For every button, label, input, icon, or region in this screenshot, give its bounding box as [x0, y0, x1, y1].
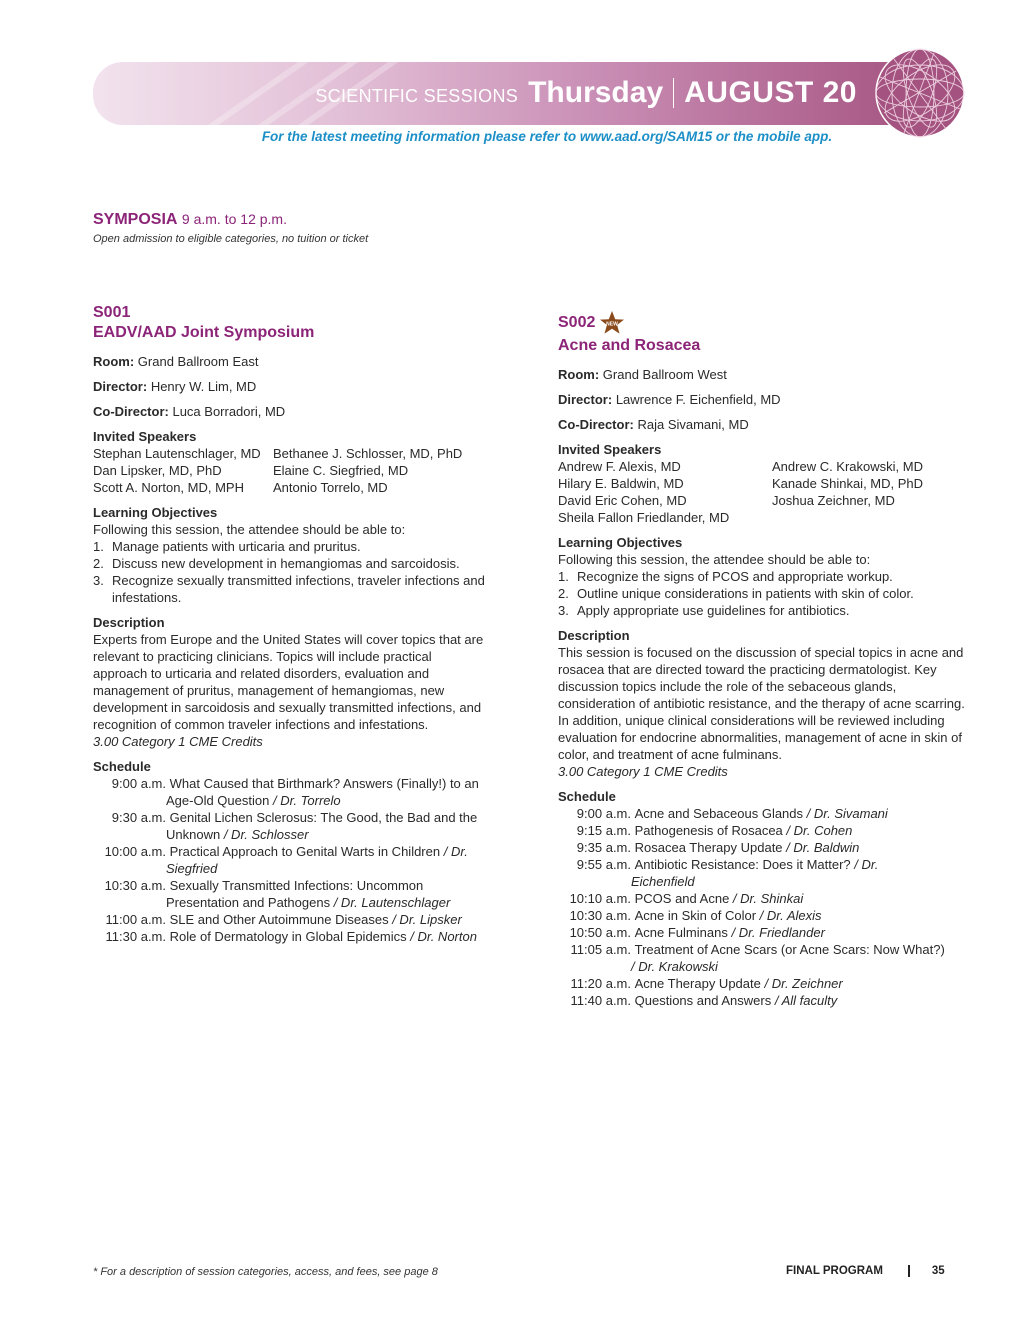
symposia-label: SYMPOSIA [93, 211, 178, 228]
director-label: Director: [558, 392, 613, 407]
objective-item: 2. Discuss new development in hemangiomas and sarcoidosis. [93, 556, 460, 571]
director-value: Lawrence F. Eichenfield, MD [615, 392, 781, 407]
schedule-heading: Schedule [558, 789, 616, 804]
room-field [93, 353, 513, 370]
director-field [558, 391, 978, 408]
director-value: Henry W. Lim, MD [150, 379, 257, 394]
speaker-name: Andrew C. Krakowski, MD [772, 459, 923, 474]
session-id: S001 [93, 304, 131, 321]
room-field [558, 366, 978, 383]
objectives-list [558, 568, 978, 619]
schedule-row: 10:10 a.m. PCOS and Acne / Dr. Shinkai [569, 891, 804, 906]
codirector-label: Co-Director: [93, 404, 169, 419]
speaker-name: David Eric Cohen, MD [558, 493, 687, 508]
wireframe-globe-icon [874, 47, 966, 139]
schedule-row: 10:30 a.m. Acne in Skin of Color / Dr. Alexis [569, 908, 822, 923]
date-label: AUGUST 20 [684, 76, 857, 109]
schedule-row: 9:00 a.m. What Caused that Birthmark? Answers (Finally!) to an Age-Old Question / Dr. Torrelo [111, 776, 479, 808]
codirector-field [93, 403, 513, 420]
codirector-field [558, 416, 978, 433]
room-label: Room: [93, 354, 135, 369]
schedule-row: 10:30 a.m. Sexually Transmitted Infections: Uncommon Presentation and Pathogens / Dr. Lautenschlager [104, 878, 451, 910]
codirector-value: Raja Sivamani, MD [637, 417, 749, 432]
sessions-label: SCIENTIFIC SESSIONS [315, 86, 519, 106]
day-label: Thursday [528, 76, 664, 109]
session-id: S002 [558, 314, 596, 331]
schedule-row: 10:50 a.m. Acne Fulminans / Dr. Friedlander [569, 925, 825, 940]
session-id-row [558, 310, 978, 336]
codirector-value: Luca Borradori, MD [172, 404, 286, 419]
new-star-badge-icon [599, 310, 625, 336]
schedule-row: 11:05 a.m. Treatment of Acne Scars (or Acne Scars: Now What?) / Dr. Krakowski [570, 942, 945, 974]
objectives-heading: Learning Objectives [93, 505, 218, 520]
schedule-heading: Schedule [93, 759, 151, 774]
speaker-name: Andrew F. Alexis, MD [558, 459, 681, 474]
session-title: Acne and Rosacea [558, 337, 701, 354]
speaker-name: Scott A. Norton, MD, MPH [93, 480, 244, 495]
schedule-row: 9:55 a.m. Antibiotic Resistance: Does it Matter? / Dr. Eichenfield [576, 857, 879, 889]
speakers-heading: Invited Speakers [558, 442, 662, 457]
director-label: Director: [93, 379, 148, 394]
objective-item: 2. Outline unique considerations in patients with skin of color. [558, 586, 914, 601]
speaker-name: Bethanee J. Schlosser, MD, PhD [273, 446, 463, 461]
badge-label: NEW [606, 321, 619, 328]
speakers-list [93, 445, 513, 496]
speaker-name: Joshua Zeichner, MD [772, 493, 895, 508]
speaker-name [772, 509, 972, 526]
footer-note: * For a description of session categories, access, and fees, see page 8 [93, 1266, 438, 1278]
room-label: Room: [558, 367, 600, 382]
schedule-row: 9:15 a.m. Pathogenesis of Rosacea / Dr. Cohen [576, 823, 853, 838]
page-number: 35 [931, 1265, 945, 1277]
room-value: Grand Ballroom West [602, 367, 727, 382]
speaker-name: Elaine C. Siegfried, MD [273, 463, 409, 478]
symposia-time: 9 a.m. to 12 p.m. [181, 211, 287, 227]
cme-credits: 3.00 Category 1 CME Credits [558, 764, 728, 779]
symposia-subtitle: Open admission to eligible categories, no tuition or ticket [93, 233, 369, 245]
session-s002 [558, 310, 978, 1017]
objectives-intro: Following this session, the attendee should be able to: [558, 552, 871, 567]
objectives-list [93, 538, 513, 606]
schedule-row: 9:35 a.m. Rosacea Therapy Update / Dr. Baldwin [576, 840, 860, 855]
schedule-row: 11:30 a.m. Role of Dermatology in Global Epidemics / Dr. Norton [105, 929, 477, 944]
director-field [93, 378, 513, 395]
objectives-intro: Following this session, the attendee should be able to: [93, 522, 406, 537]
title-divider [673, 78, 674, 108]
speaker-name: Antonio Torrelo, MD [273, 480, 388, 495]
cme-credits: 3.00 Category 1 CME Credits [93, 734, 263, 749]
description-text: Experts from Europe and the United States will cover topics that are relevant to practicing clinicians. Topics will include practical approach to urticaria and related disorders, evaluation and management of pruritus, management of hemangiomas, new development in sarcoidosis and sexually transmitted infections, and recognition of common traveler infections and infestations. [93, 632, 484, 732]
symposia-heading [93, 211, 287, 229]
schedule-row: 10:00 a.m. Practical Approach to Genital Warts in Children / Dr. Siegfried [104, 844, 468, 876]
banner-streak [179, 62, 314, 125]
speakers-list [558, 458, 978, 526]
schedule-list [93, 775, 513, 945]
objective-item: 1. Recognize the signs of PCOS and appropriate workup. [558, 569, 893, 584]
session-title: EADV/AAD Joint Symposium [93, 324, 315, 341]
objectives-heading: Learning Objectives [558, 535, 683, 550]
speaker-name: Sheila Fallon Friedlander, MD [558, 510, 730, 525]
schedule-row: 11:00 a.m. SLE and Other Autoimmune Diseases / Dr. Lipsker [105, 912, 462, 927]
codirector-label: Co-Director: [558, 417, 634, 432]
schedule-list [558, 805, 978, 1009]
objective-item: 3. Apply appropriate use guidelines for antibiotics. [558, 603, 850, 618]
session-s001 [93, 303, 513, 953]
header-banner [93, 62, 933, 125]
banner-title [315, 76, 857, 110]
footer-program [786, 1265, 945, 1277]
objective-item: 1. Manage patients with urticaria and pruritus. [93, 539, 361, 554]
meeting-info-notice: For the latest meeting information please refer to www.aad.org/SAM15 or the mobile app. [261, 129, 833, 144]
speaker-name: Kanade Shinkai, MD, PhD [772, 476, 924, 491]
objective-item: 3. Recognize sexually transmitted infections, traveler infections and infestations. [93, 573, 485, 605]
footer-divider [908, 1265, 910, 1277]
description-heading: Description [558, 628, 630, 643]
schedule-row: 11:40 a.m. Questions and Answers / All faculty [570, 993, 838, 1008]
schedule-row: 9:30 a.m. Genital Lichen Sclerosus: The Good, the Bad and the Unknown / Dr. Schlosser [111, 810, 478, 842]
schedule-row: 11:20 a.m. Acne Therapy Update / Dr. Zeichner [570, 976, 843, 991]
speakers-heading: Invited Speakers [93, 429, 197, 444]
program-label: FINAL PROGRAM [786, 1265, 883, 1277]
speaker-name: Hilary E. Baldwin, MD [558, 476, 684, 491]
speaker-name: Dan Lipsker, MD, PhD [93, 463, 222, 478]
speaker-name: Stephan Lautenschlager, MD [93, 446, 261, 461]
room-value: Grand Ballroom East [137, 354, 259, 369]
description-heading: Description [93, 615, 165, 630]
description-text: This session is focused on the discussion of special topics in acne and rosacea that are directed toward the practicing dermatologist. Key discussion topics include the role of the sebaceous glands, consideration of antibiotic resistance, and the therapy of acne scarring. In addition, unique clinical considerations will be reviewed including evaluation for endocrine abnormalities, management of acne in skin of color, and treatment of acne fulminans. [558, 645, 965, 762]
schedule-row: 9:00 a.m. Acne and Sebaceous Glands / Dr. Sivamani [576, 806, 888, 821]
